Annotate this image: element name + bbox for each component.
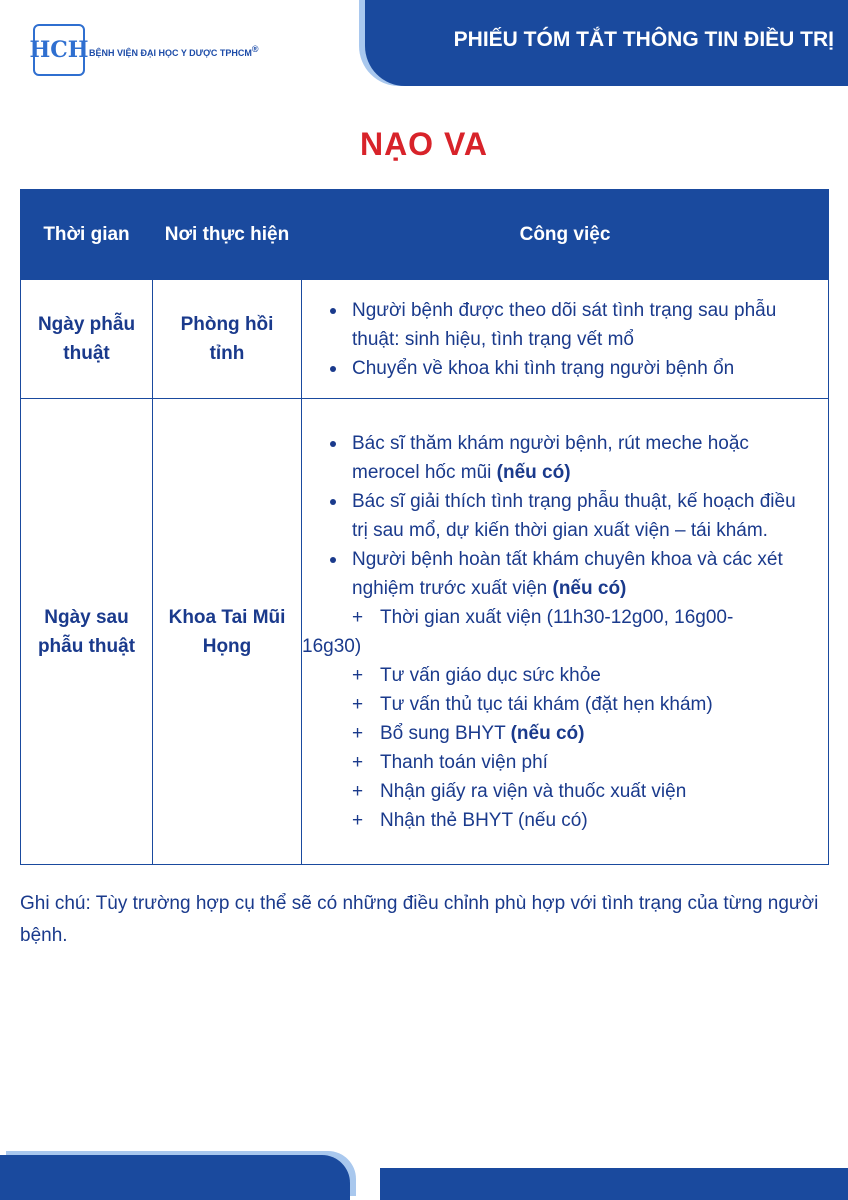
row1-time: Ngày phẫu thuật bbox=[21, 280, 153, 399]
hospital-logo bbox=[29, 24, 259, 76]
treatment-table bbox=[20, 189, 829, 865]
table-row bbox=[21, 399, 829, 865]
sub-item bbox=[314, 777, 816, 806]
sub-item-continued bbox=[302, 632, 816, 661]
row1-work bbox=[302, 280, 829, 399]
sub-text: Bổ sung BHYT bbox=[380, 722, 506, 744]
task-emphasis: (nếu có) bbox=[552, 577, 627, 599]
plus-icon: + bbox=[352, 722, 364, 744]
sub-text: Tư vấn thủ tục tái khám (đặt hẹn khám) bbox=[380, 693, 713, 715]
hospital-name-text: BỆNH VIỆN ĐẠI HỌC Y DƯỢC TPHCM bbox=[89, 48, 252, 58]
header-work: Công việc bbox=[302, 190, 829, 280]
registered-mark: ® bbox=[251, 44, 259, 54]
banner-title: PHIẾU TÓM TẮT THÔNG TIN ĐIỀU TRỊ bbox=[453, 28, 834, 51]
task-item bbox=[352, 545, 816, 603]
task-text: Bác sĩ thăm khám người bệnh, rút meche hoặc merocel hốc mũi bbox=[352, 432, 749, 483]
page-title: NẠO VA bbox=[359, 126, 489, 162]
table-header-row bbox=[21, 190, 829, 280]
plus-icon: + bbox=[352, 693, 364, 715]
task-emphasis: (nếu có) bbox=[496, 461, 571, 483]
header-time: Thời gian bbox=[21, 190, 153, 280]
sub-item bbox=[314, 603, 816, 632]
row1-place: Phòng hồi tỉnh bbox=[153, 280, 302, 399]
task-item: Chuyển về khoa khi tình trạng người bệnh ổn bbox=[352, 354, 816, 383]
sub-text: Nhận thẻ BHYT (nếu có) bbox=[380, 809, 588, 831]
row2-work bbox=[302, 399, 829, 865]
footnote: Ghi chú: Tùy trường hợp cụ thể sẽ có những điều chỉnh phù hợp với tình trạng của từng người bệnh. bbox=[20, 893, 819, 946]
footer-decoration-left bbox=[0, 1155, 350, 1200]
sub-text: Thời gian xuất viện (11h30-12g00, 16g00- bbox=[380, 606, 734, 628]
plus-icon: + bbox=[352, 606, 364, 628]
sub-emphasis: (nếu có) bbox=[510, 722, 585, 744]
header-banner bbox=[365, 0, 848, 86]
sub-item bbox=[314, 719, 816, 748]
sub-text: Nhận giấy ra viện và thuốc xuất viện bbox=[380, 780, 687, 802]
task-text: Người bệnh hoàn tất khám chuyên khoa và các xét nghiệm trước xuất viện bbox=[352, 548, 783, 599]
plus-icon: + bbox=[352, 664, 364, 686]
sub-text: Tư vấn giáo dục sức khỏe bbox=[380, 664, 601, 686]
row2-place: Khoa Tai Mũi Họng bbox=[153, 399, 302, 865]
table-row bbox=[21, 280, 829, 399]
plus-icon: + bbox=[352, 780, 364, 802]
row2-time: Ngày sau phẫu thuật bbox=[21, 399, 153, 865]
sub-item bbox=[314, 661, 816, 690]
logo-mark-icon: HCH bbox=[33, 24, 85, 76]
sub-text: 16g30) bbox=[302, 635, 362, 657]
plus-icon: + bbox=[352, 751, 364, 773]
footer-decoration-right bbox=[380, 1168, 848, 1200]
sub-text: Thanh toán viện phí bbox=[380, 751, 548, 773]
sub-item bbox=[314, 806, 816, 835]
sub-item bbox=[314, 748, 816, 777]
sub-item bbox=[314, 690, 816, 719]
task-item bbox=[352, 429, 816, 487]
task-item: Người bệnh được theo dõi sát tình trạng sau phẫu thuật: sinh hiệu, tình trạng vết mổ bbox=[352, 296, 816, 354]
hospital-name bbox=[89, 44, 258, 58]
task-item: Bác sĩ giải thích tình trạng phẫu thuật, kế hoạch điều trị sau mổ, dự kiến thời gian xuất viện – tái khám. bbox=[352, 487, 816, 545]
plus-icon: + bbox=[352, 809, 364, 831]
header-place: Nơi thực hiện bbox=[153, 190, 302, 280]
